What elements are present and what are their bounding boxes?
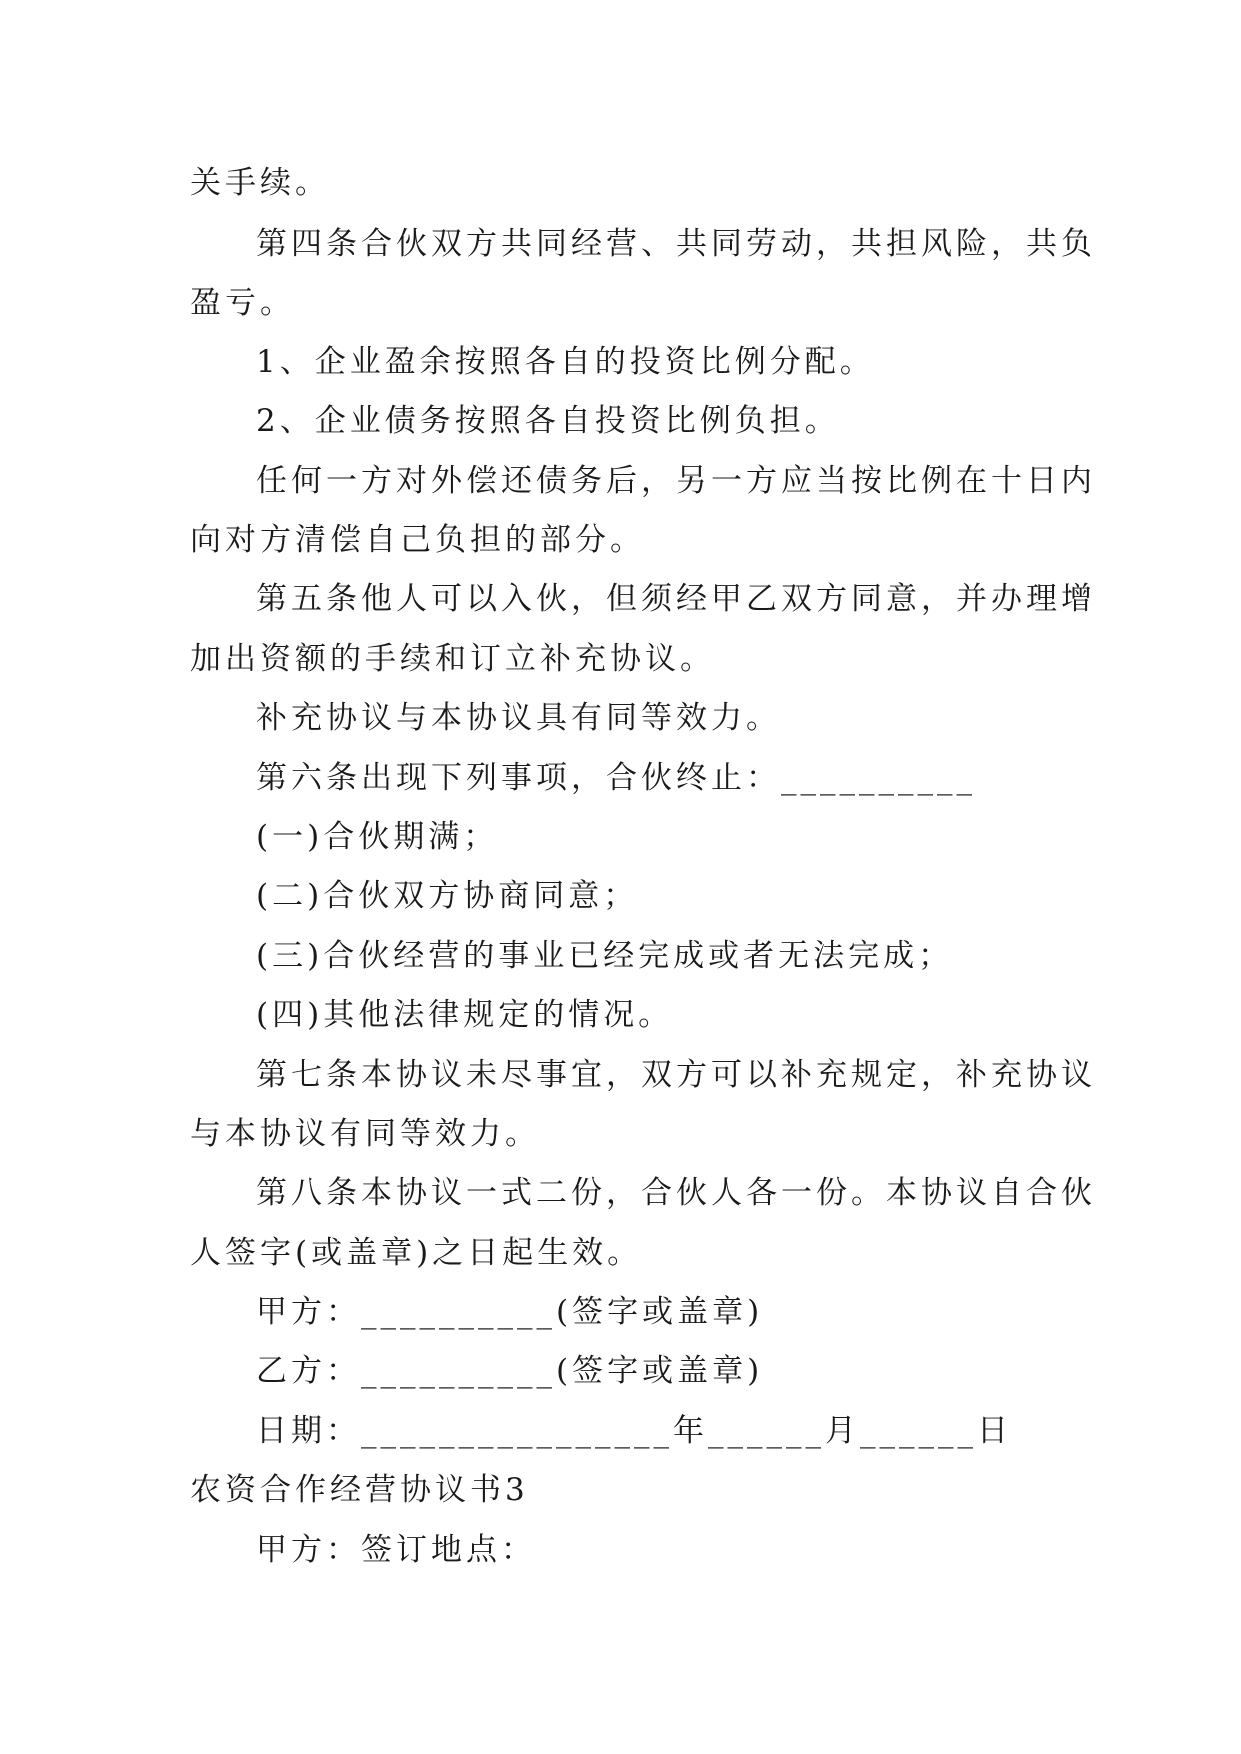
list-item-1: 1、企业盈余按照各自的投资比例分配。 [256, 344, 875, 380]
text-line: 向对方清偿自己负担的部分。 [190, 522, 645, 558]
article-5: 第五条他人可以入伙，但须经甲乙双方同意，并办理增 [256, 581, 1096, 617]
text-line: 关手续。 [190, 165, 330, 201]
list-item-iv: (四)其他法律规定的情况。 [256, 997, 674, 1033]
text-line: 人签字(或盖章)之日起生效。 [190, 1235, 643, 1271]
list-item-iii: (三)合伙经营的事业已经完成或者无法完成； [256, 938, 954, 974]
text-line: 任何一方对外偿还债务后，另一方应当按比例在十日内 [256, 463, 1096, 499]
list-item-i: (一)合伙期满； [256, 819, 499, 855]
article-4: 第四条合伙双方共同经营、共同劳动，共担风险，共负 [256, 226, 1096, 262]
article-7: 第七条本协议未尽事宜，双方可以补充规定，补充协议 [256, 1057, 1096, 1093]
text-line: 补充协议与本协议具有同等效力。 [256, 700, 781, 736]
text-line: 与本协议有同等效力。 [190, 1116, 540, 1152]
party-b-signature: 乙方：__________(签字或盖章) [256, 1353, 764, 1389]
party-a-signature: 甲方：__________(签字或盖章) [256, 1294, 764, 1330]
section-title: 农资合作经营协议书3 [190, 1472, 529, 1508]
text-line: 加出资额的手续和订立补充协议。 [190, 641, 715, 677]
list-item-ii: (二)合伙双方协商同意； [256, 878, 639, 914]
article-8: 第八条本协议一式二份，合伙人各一份。本协议自合伙 [256, 1175, 1096, 1211]
text-line: 盈亏。 [190, 285, 295, 321]
list-item-2: 2、企业债务按照各自投资比例负担。 [256, 403, 840, 439]
article-6: 第六条出现下列事项，合伙终止：__________ [256, 760, 976, 796]
party-a-location: 甲方：签订地点： [256, 1532, 536, 1568]
date-line: 日期：________________年______月______日 [256, 1413, 1012, 1449]
